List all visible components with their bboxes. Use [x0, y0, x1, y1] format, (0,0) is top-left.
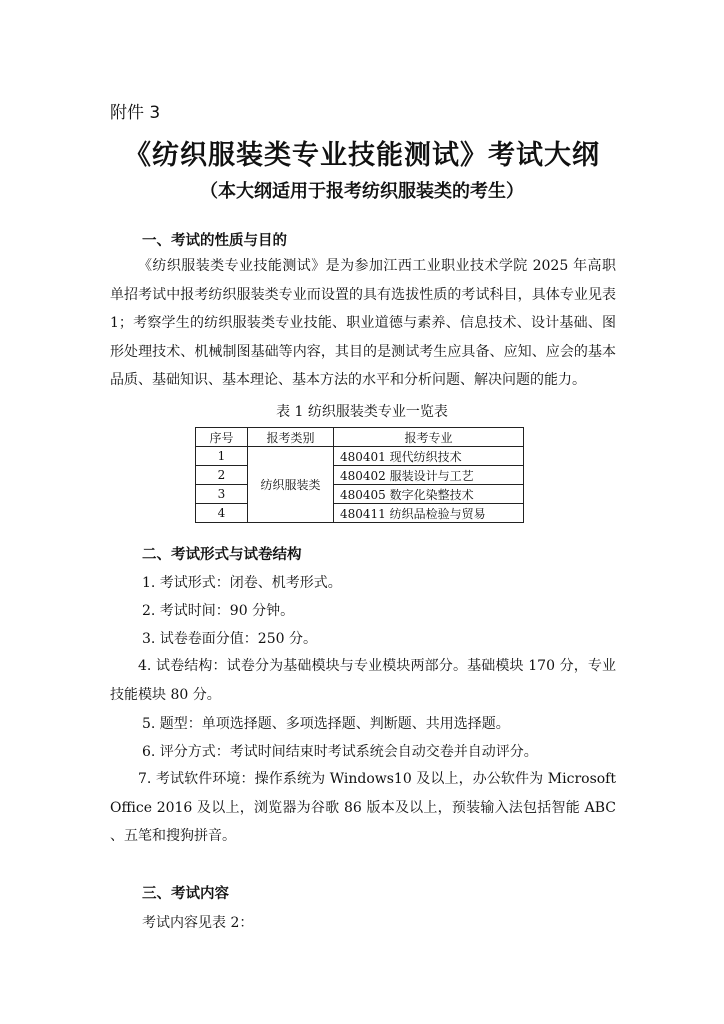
row-major: 480405 数字化染整技术 [334, 485, 524, 504]
row-no: 1 [196, 447, 248, 466]
row-major: 480411 纺织品检验与贸易 [334, 504, 524, 523]
section-3-heading: 三、考试内容 [142, 886, 229, 902]
section-2-heading: 二、考试形式与试卷结构 [142, 547, 302, 563]
row-no: 2 [196, 466, 248, 485]
document-subtitle: （本大纲适用于报考纺织服装类的考生） [200, 181, 524, 202]
majors-table [195, 427, 524, 523]
table-row [196, 504, 524, 523]
row-major: 480402 服装设计与工艺 [334, 466, 524, 485]
exam-structure-item: 4. 试卷结构：试卷分为基础模块与专业模块两部分。基础模块 170 分，专业技能模块 80 分。 [110, 658, 616, 703]
row-no: 3 [196, 485, 248, 504]
exam-form-item: 1. 考试形式：闭卷、机考形式。 [142, 575, 342, 591]
header-major: 报考专业 [334, 428, 524, 447]
table-caption: 表 1 纺织服装类专业一览表 [276, 404, 448, 420]
section-1-heading: 一、考试的性质与目的 [142, 233, 287, 249]
document-title: 《纺织服装类专业技能测试》考试大纲 [124, 140, 600, 171]
attachment-label: 附件 3 [110, 103, 161, 123]
row-major: 480401 现代纺织技术 [334, 447, 524, 466]
section-1-paragraph: 《纺织服装类专业技能测试》是为参加江西工业职业技术学院 2025 年高职单招考试中报考纺织服装类专业而设置的具有选拔性质的考试科目，具体专业见表 1；考察学生的纺织服装类专业技能、职业道德与素养、信息技术、设计基础、图形处理技术、机械制图基础等内容，其目的是测试考生应具备、应知、应会的基本品质、基础知识、基本理论、基本方法的水平和分析问题、解决问题的能力。 [110, 258, 616, 389]
section-3-line: 考试内容见表 2： [142, 915, 254, 931]
row-no: 4 [196, 504, 248, 523]
question-types-item: 5. 题型：单项选择题、多项选择题、判断题、共用选择题。 [142, 716, 510, 732]
exam-time-item: 2. 考试时间：90 分钟。 [142, 603, 295, 619]
header-category: 报考类别 [248, 428, 334, 447]
table-row [196, 447, 524, 466]
header-no: 序号 [196, 428, 248, 447]
row-category: 纺织服装类 [248, 447, 334, 523]
scoring-item: 6. 评分方式：考试时间结束时考试系统会自动交卷并自动评分。 [142, 744, 538, 760]
table-row [196, 485, 524, 504]
software-environment-item: 7. 考试软件环境：操作系统为 Windows10 及以上，办公软件为 Microsoft Office 2016 及以上，浏览器为谷歌 86 版本及以上，预装输入法包括智能 ABC 、五笔和搜狗拼音。 [110, 771, 616, 845]
table-row [196, 466, 524, 485]
table-header-row [196, 428, 524, 447]
exam-score-item: 3. 试卷卷面分值：250 分。 [142, 631, 317, 647]
